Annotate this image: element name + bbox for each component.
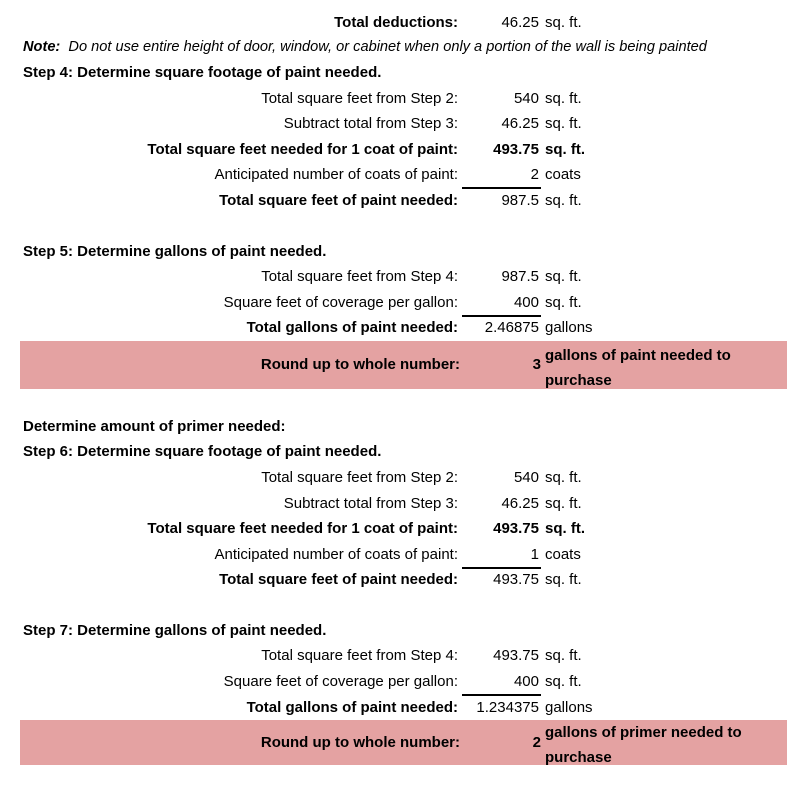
row-unit: sq. ft.: [545, 192, 582, 209]
row-value: 400: [513, 294, 539, 311]
row-label: Total square feet needed for 1 coat of paint:: [147, 520, 458, 537]
step4-row-1: [0, 87, 805, 112]
step6-row-4: [0, 543, 805, 568]
row-value: 540: [513, 90, 539, 107]
round-up-unit: gallons of primer needed to purchase: [545, 724, 742, 766]
row-label: Total square feet from Step 2:: [261, 469, 458, 486]
row-unit: sq. ft.: [545, 14, 582, 31]
row-label: Total square feet needed for 1 coat of paint:: [147, 141, 458, 158]
step6-heading-row: [0, 440, 805, 465]
step6-row-2: [0, 492, 805, 517]
row-value: 987.5: [501, 192, 539, 209]
round-up-label: Round up to whole number:: [260, 356, 460, 373]
note-label: Note:: [23, 39, 61, 55]
round-up-unit: gallons of paint needed to purchase: [545, 347, 731, 389]
step6-row-1: [0, 466, 805, 491]
row-unit: sq. ft.: [545, 673, 582, 690]
row-label: Total square feet from Step 4:: [261, 647, 458, 664]
step7-round-up-row: [20, 720, 787, 765]
row-value: 493.75: [493, 647, 539, 664]
row-value: 493.75: [493, 520, 539, 537]
step6-heading: Step 6: Determine square footage of paint needed.: [23, 443, 382, 460]
step4-row-5: [0, 189, 805, 214]
row-label: Anticipated number of coats of paint:: [214, 546, 458, 563]
row-unit: gallons: [545, 699, 593, 716]
row-unit: sq. ft.: [545, 268, 582, 285]
row-label: Total square feet from Step 2:: [261, 90, 458, 107]
row-value: 540: [513, 469, 539, 486]
step4-row-2: [0, 112, 805, 137]
row-label: Anticipated number of coats of paint:: [214, 166, 458, 183]
row-value: 1: [530, 546, 539, 563]
row-value: 2.46875: [484, 319, 539, 336]
note-text: [23, 39, 707, 55]
step4-row-3: [0, 138, 805, 163]
row-value: 46.25: [501, 14, 539, 31]
step6-row-3: [0, 517, 805, 542]
row-value: 493.75: [493, 141, 539, 158]
row-value: 493.75: [493, 571, 539, 588]
step6-row-5: [0, 568, 805, 593]
row-unit: sq. ft.: [545, 520, 585, 537]
step5-heading-row: [0, 240, 805, 265]
step7-heading-row: [0, 619, 805, 644]
row-value: 400: [513, 673, 539, 690]
step7-row-2: [0, 670, 805, 695]
row-value: 46.25: [501, 115, 539, 132]
row-value: 987.5: [501, 268, 539, 285]
step4-heading: Step 4: Determine square footage of paint needed.: [23, 64, 382, 81]
row-unit: sq. ft.: [545, 647, 582, 664]
row-value: 46.25: [501, 495, 539, 512]
row-label: Total square feet from Step 4:: [261, 268, 458, 285]
row-label: Total square feet of paint needed:: [219, 192, 458, 209]
row-unit: coats: [545, 166, 581, 183]
row-value: 2: [530, 166, 539, 183]
step5-round-up-row: [20, 341, 787, 389]
row-label: Square feet of coverage per gallon:: [223, 673, 458, 690]
row-unit: sq. ft.: [545, 294, 582, 311]
row-unit: sq. ft.: [545, 90, 582, 107]
row-unit: sq. ft.: [545, 571, 582, 588]
row-value: 1.234375: [476, 699, 539, 716]
row-label: Total deductions:: [334, 14, 458, 31]
row-unit: sq. ft.: [545, 469, 582, 486]
step7-heading: Step 7: Determine gallons of paint needed.: [23, 622, 327, 639]
row-label: Subtract total from Step 3:: [283, 495, 458, 512]
total-deductions-row: [0, 11, 805, 36]
round-up-value: 2: [532, 734, 541, 751]
step4-row-4: [0, 163, 805, 188]
row-unit: sq. ft.: [545, 141, 585, 158]
step7-row-1: [0, 644, 805, 669]
step5-heading: Step 5: Determine gallons of paint needed.: [23, 243, 327, 260]
primer-heading: Determine amount of primer needed:: [23, 418, 286, 435]
row-label: Total square feet of paint needed:: [219, 571, 458, 588]
row-label: Total gallons of paint needed:: [246, 699, 458, 716]
step5-row-3: [0, 316, 805, 341]
note-body: Do not use entire height of door, window, or cabinet when only a portion of the wall is being painted: [68, 39, 707, 55]
step5-row-2: [0, 291, 805, 316]
primer-heading-row: [0, 415, 805, 440]
row-label: Total gallons of paint needed:: [246, 319, 458, 336]
step4-heading-row: [0, 61, 805, 86]
row-unit: coats: [545, 546, 581, 563]
row-unit: sq. ft.: [545, 495, 582, 512]
row-unit: gallons: [545, 319, 593, 336]
row-label: Square feet of coverage per gallon:: [223, 294, 458, 311]
row-unit: sq. ft.: [545, 115, 582, 132]
round-up-label: Round up to whole number:: [260, 734, 460, 751]
step5-row-1: [0, 265, 805, 290]
round-up-value: 3: [532, 356, 541, 373]
row-label: Subtract total from Step 3:: [283, 115, 458, 132]
note-row: [0, 36, 805, 61]
step7-row-3: [0, 696, 805, 721]
